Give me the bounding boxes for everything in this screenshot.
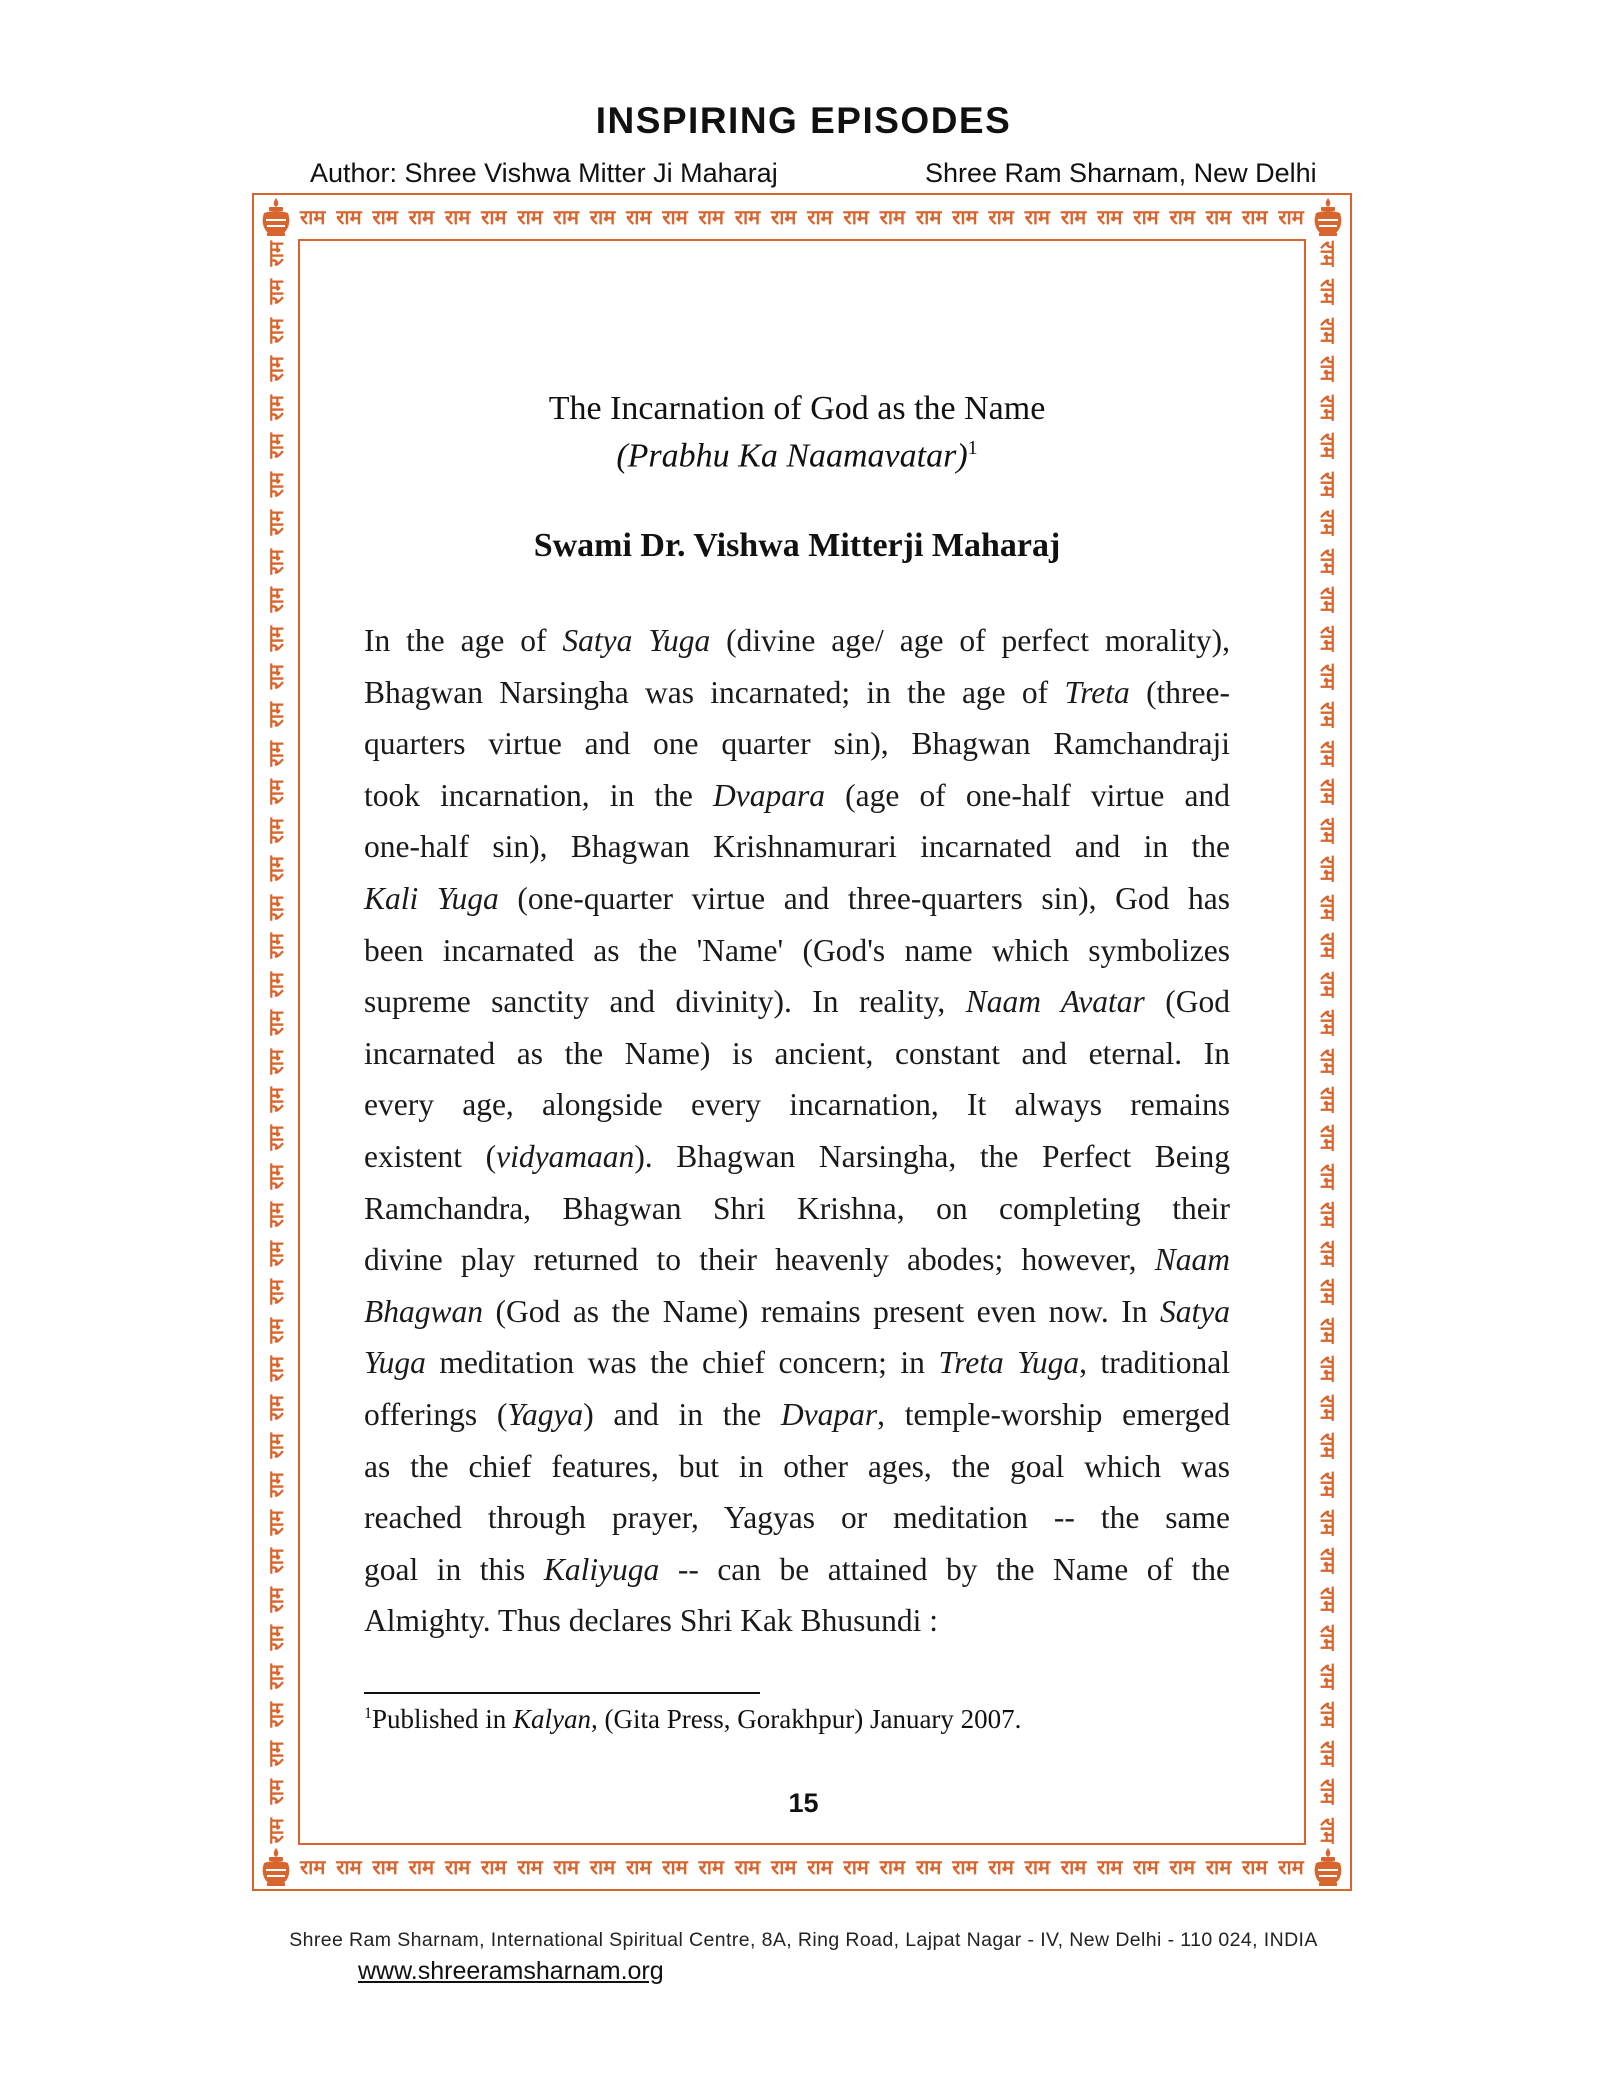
body-text-run: (God xyxy=(1144,984,1230,1020)
border-ram-word: राम xyxy=(1316,1625,1340,1651)
border-ram-word: राम xyxy=(264,1163,288,1190)
italic-term: Satya Yuga xyxy=(562,623,711,658)
border-ram-word: राम xyxy=(1316,279,1340,305)
body-line xyxy=(364,1183,1230,1235)
border-ram-word: राम xyxy=(626,1855,652,1879)
border-ram-word: राम xyxy=(1316,1279,1340,1305)
body-text-run: -- can be attained by the Name of the xyxy=(659,1551,1231,1587)
border-ram-word: राम xyxy=(1316,1317,1340,1344)
border-ram-word: राम xyxy=(264,894,288,921)
italic-term: Kali Yuga xyxy=(364,880,499,916)
border-bottom-ram-row xyxy=(300,1847,1304,1887)
footnote xyxy=(364,1704,1021,1735)
border-ram-word: राम xyxy=(1316,1471,1340,1497)
border-ram-word: राम xyxy=(1316,1163,1340,1190)
border-ram-word: राम xyxy=(264,510,288,536)
italic-term: Bhagwan xyxy=(364,1293,484,1329)
border-ram-word: राम xyxy=(481,205,507,229)
body-text-run: (age of one-half virtue and xyxy=(825,777,1230,813)
border-ram-word: राम xyxy=(1316,356,1340,382)
border-ram-word: राम xyxy=(807,205,833,229)
border-ram-word: राम xyxy=(1133,1855,1159,1879)
body-line xyxy=(364,976,1230,1028)
border-ram-word: राम xyxy=(481,1855,507,1879)
body-line xyxy=(364,615,1230,667)
footer-address: Shree Ram Sharnam, International Spiritual Centre, 8A, Ring Road, Lajpat Nagar - IV, New Delhi - 110 024, INDIA xyxy=(289,1929,1318,1951)
border-ram-word: राम xyxy=(1316,1048,1340,1074)
border-ram-word: राम xyxy=(1316,1779,1340,1805)
footnote-divider xyxy=(364,1692,760,1694)
body-text-run: goal in this xyxy=(364,1551,544,1587)
border-ram-word: राम xyxy=(300,205,326,229)
border-ram-word: राम xyxy=(264,1125,288,1151)
border-ram-word: राम xyxy=(1205,1855,1232,1879)
border-ram-word: राम xyxy=(264,587,288,613)
border-ram-word: राम xyxy=(915,1855,942,1879)
body-text-run: ). Bhagwan Narsingha, the Perfect Being xyxy=(634,1138,1231,1174)
border-ram-word: राम xyxy=(1316,625,1340,651)
border-ram-word: राम xyxy=(264,856,288,882)
border-ram-word: राम xyxy=(264,471,288,498)
border-ram-word: राम xyxy=(517,1855,543,1879)
border-ram-word: राम xyxy=(264,1586,288,1613)
kalash-icon xyxy=(1306,195,1350,239)
border-ram-word: राम xyxy=(264,1817,288,1843)
footer-website-link[interactable]: www.shreeramsharnam.org xyxy=(358,1957,664,1985)
border-ram-word: राम xyxy=(698,205,724,229)
body-text-run: (God as the Name) remains present even now. In xyxy=(483,1293,1161,1329)
border-ram-word: राम xyxy=(1316,548,1340,574)
border-ram-word: राम xyxy=(1316,971,1340,997)
border-ram-word: राम xyxy=(264,971,288,997)
border-ram-word: राम xyxy=(1316,394,1340,421)
body-text-run: offerings ( xyxy=(364,1396,508,1432)
border-ram-word: राम xyxy=(1316,1702,1340,1728)
border-ram-word: राम xyxy=(1278,1855,1304,1879)
border-ram-word: राम xyxy=(1316,933,1340,959)
italic-term: Treta xyxy=(1064,674,1130,710)
border-left-ram-column xyxy=(256,241,296,1843)
border-ram-word: राम xyxy=(1097,1855,1123,1879)
border-ram-word: राम xyxy=(264,279,288,305)
border-ram-word: राम xyxy=(1316,1817,1340,1843)
border-ram-word: राम xyxy=(952,205,978,229)
body-line xyxy=(364,1544,1230,1596)
border-ram-word: राम xyxy=(662,205,688,229)
body-text-run: as the chief features, but in other ages, the goal which was xyxy=(364,1448,1230,1484)
border-ram-word: राम xyxy=(264,241,288,267)
border-ram-word: राम xyxy=(771,205,797,229)
border-ram-word: राम xyxy=(264,433,288,459)
border-ram-word: राम xyxy=(264,663,288,690)
document-header-title: INSPIRING EPISODES xyxy=(595,100,1012,141)
border-ram-word: राम xyxy=(264,1279,288,1305)
border-ram-word: राम xyxy=(1316,817,1340,844)
border-ram-word: राम xyxy=(1316,317,1340,344)
body-text-run: reached through prayer, Yagyas or meditation -- the same xyxy=(364,1500,1230,1536)
border-ram-word: राम xyxy=(1316,1240,1340,1267)
border-ram-word: राम xyxy=(264,1317,288,1344)
body-line xyxy=(364,1079,1230,1131)
body-line xyxy=(364,1441,1230,1493)
border-ram-word: राम xyxy=(264,1625,288,1651)
border-ram-word: राम xyxy=(300,1855,326,1879)
border-ram-word: राम xyxy=(264,1048,288,1074)
italic-term: Yuga xyxy=(364,1345,426,1381)
italic-term: Naam xyxy=(1154,1242,1230,1278)
border-ram-word: राम xyxy=(1278,205,1304,229)
italic-term: Yagya xyxy=(507,1396,584,1432)
border-ram-word: राम xyxy=(408,1855,435,1879)
footnote-post: (Gita Press, Gorakhpur) January 2007. xyxy=(597,1704,1022,1734)
italic-term: Dvapara xyxy=(713,777,826,813)
border-ram-word: राम xyxy=(879,205,906,229)
border-ram-word: राम xyxy=(952,1855,978,1879)
border-ram-word: राम xyxy=(264,1202,288,1228)
border-ram-word: राम xyxy=(1316,241,1340,267)
body-text-run: In the age of xyxy=(364,623,563,658)
italic-term: Treta Yuga xyxy=(938,1345,1080,1381)
border-ram-word: राम xyxy=(264,1548,288,1574)
body-text-run: (three- xyxy=(1129,674,1230,710)
border-ram-word: राम xyxy=(444,205,471,229)
body-line xyxy=(364,1286,1230,1338)
border-ram-word: राम xyxy=(1169,205,1195,229)
border-ram-word: राम xyxy=(372,1855,398,1879)
border-ram-word: राम xyxy=(1316,1356,1340,1382)
border-ram-word: राम xyxy=(1316,779,1340,805)
body-text-run: one-half sin), Bhagwan Krishnamurari incarnated and in the xyxy=(364,829,1230,865)
border-ram-word: राम xyxy=(444,1855,471,1879)
border-ram-word: राम xyxy=(1169,1855,1195,1879)
footnote-marker: 1 xyxy=(967,437,978,459)
border-ram-word: राम xyxy=(264,1702,288,1728)
body-text-run: Ramchandra, Bhagwan Shri Krishna, on completing their xyxy=(364,1190,1230,1226)
border-ram-word: राम xyxy=(264,1086,288,1113)
border-ram-word: राम xyxy=(1133,205,1159,229)
body-line xyxy=(364,1028,1230,1080)
border-ram-word: राम xyxy=(264,1240,288,1267)
border-ram-word: राम xyxy=(1242,1855,1268,1879)
header-org-line: Shree Ram Sharnam, New Delhi xyxy=(925,158,1317,188)
border-ram-word: राम xyxy=(517,205,543,229)
italic-term: Dvapar xyxy=(780,1396,878,1432)
border-ram-word: राम xyxy=(734,205,761,229)
article-body xyxy=(364,615,1230,1647)
border-ram-word: राम xyxy=(264,317,288,344)
border-ram-word: राम xyxy=(1024,205,1051,229)
border-ram-word: राम xyxy=(1316,471,1340,498)
border-ram-word: राम xyxy=(264,625,288,651)
border-ram-word: राम xyxy=(264,1394,288,1420)
border-ram-word: राम xyxy=(1316,1010,1340,1036)
body-line xyxy=(364,1131,1230,1183)
body-text-run: divine play returned to their heavenly abodes; however, xyxy=(364,1242,1155,1278)
border-ram-word: राम xyxy=(1205,205,1232,229)
footnote-mark: 1 xyxy=(364,1705,372,1722)
border-ram-word: राम xyxy=(553,1855,579,1879)
body-text-run: (one-quarter virtue and three-quarters sin), God has xyxy=(498,880,1230,916)
article-subtitle xyxy=(364,437,1230,475)
border-ram-word: राम xyxy=(1316,510,1340,536)
body-text-run: meditation was the chief concern; in xyxy=(425,1345,939,1381)
body-text-run: , traditional xyxy=(1079,1345,1231,1381)
body-text-run: took incarnation, in the xyxy=(364,777,714,813)
body-line xyxy=(364,873,1230,925)
border-ram-word: राम xyxy=(264,1779,288,1805)
border-ram-word: राम xyxy=(1242,205,1268,229)
border-ram-word: राम xyxy=(1316,1433,1340,1459)
kalash-icon xyxy=(1306,1845,1350,1889)
border-ram-word: राम xyxy=(1316,1509,1340,1536)
article-author: Swami Dr. Vishwa Mitterji Maharaj xyxy=(533,527,1061,564)
border-right-ram-column xyxy=(1308,241,1348,1843)
border-ram-word: राम xyxy=(734,1855,761,1879)
border-ram-word: राम xyxy=(1316,740,1340,767)
border-ram-word: राम xyxy=(264,548,288,574)
border-ram-word: राम xyxy=(336,205,362,229)
body-line xyxy=(364,770,1230,822)
border-ram-word: राम xyxy=(372,205,398,229)
italic-term: Naam Avatar xyxy=(965,984,1145,1020)
kalash-icon xyxy=(254,1845,298,1889)
border-ram-word: राम xyxy=(264,1509,288,1536)
body-line xyxy=(364,821,1230,873)
border-ram-word: राम xyxy=(408,205,435,229)
border-ram-word: राम xyxy=(1316,1125,1340,1151)
body-text-run: (divine age/ age of perfect morality), xyxy=(710,623,1230,658)
border-ram-word: राम xyxy=(843,1855,869,1879)
body-text-run: existent ( xyxy=(364,1138,497,1174)
footnote-italic: Kalyan, xyxy=(513,1704,598,1734)
body-line xyxy=(364,925,1230,977)
border-ram-word: राम xyxy=(264,817,288,844)
border-ram-word: राम xyxy=(1316,433,1340,459)
border-ram-word: राम xyxy=(879,1855,906,1879)
border-ram-word: राम xyxy=(264,1740,288,1766)
article-title: The Incarnation of God as the Name xyxy=(548,390,1046,427)
border-ram-word: राम xyxy=(264,394,288,421)
body-line xyxy=(364,667,1230,719)
border-ram-word: राम xyxy=(1316,663,1340,690)
italic-term: Kaliyuga xyxy=(543,1551,660,1587)
italic-term: vidyamaan xyxy=(496,1138,635,1174)
body-line xyxy=(364,1389,1230,1441)
kalash-icon xyxy=(254,195,298,239)
border-ram-word: राम xyxy=(771,1855,797,1879)
border-ram-word: राम xyxy=(264,740,288,767)
border-ram-word: राम xyxy=(264,1010,288,1036)
border-ram-word: राम xyxy=(1316,1086,1340,1113)
body-line xyxy=(364,1492,1230,1544)
border-ram-word: राम xyxy=(264,702,288,728)
border-ram-word: राम xyxy=(1316,702,1340,728)
border-ram-word: राम xyxy=(1316,1548,1340,1574)
body-line xyxy=(364,1234,1230,1286)
border-ram-word: राम xyxy=(1316,1586,1340,1613)
page-number: 15 xyxy=(788,1788,819,1818)
border-ram-word: राम xyxy=(589,205,616,229)
header-author-line: Author: Shree Vishwa Mitter Ji Maharaj xyxy=(310,158,778,188)
border-ram-word: राम xyxy=(1060,205,1087,229)
body-line xyxy=(364,718,1230,770)
border-ram-word: राम xyxy=(988,205,1014,229)
body-text-run: incarnated as the Name) is ancient, constant and eternal. In xyxy=(364,1035,1230,1071)
footnote-pre: Published in xyxy=(372,1704,514,1734)
border-ram-word: राम xyxy=(264,1433,288,1459)
border-ram-word: राम xyxy=(662,1855,688,1879)
border-ram-word: राम xyxy=(264,933,288,959)
border-ram-word: राम xyxy=(626,205,652,229)
body-text-run: supreme sanctity and divinity). In reality, xyxy=(364,984,966,1020)
border-ram-word: राम xyxy=(843,205,869,229)
border-ram-word: राम xyxy=(1060,1855,1087,1879)
body-text-run: ) and in the xyxy=(583,1396,781,1432)
border-ram-word: राम xyxy=(1316,856,1340,882)
border-ram-word: राम xyxy=(553,205,579,229)
body-text-run: every age, alongside every incarnation, It always remains xyxy=(364,1087,1230,1123)
border-ram-word: राम xyxy=(1316,1202,1340,1228)
border-ram-word: राम xyxy=(1097,205,1123,229)
border-ram-word: राम xyxy=(698,1855,724,1879)
body-text-run: been incarnated as the 'Name' (God's name which symbolizes xyxy=(364,932,1230,968)
border-ram-word: राम xyxy=(264,356,288,382)
border-ram-word: राम xyxy=(1316,1394,1340,1420)
border-ram-word: राम xyxy=(807,1855,833,1879)
border-ram-word: राम xyxy=(1316,894,1340,921)
article-subtitle-text: (Prabhu Ka Naamavatar) xyxy=(616,437,968,475)
border-ram-word: राम xyxy=(264,1663,288,1690)
body-line xyxy=(364,1595,1230,1647)
border-ram-word: राम xyxy=(264,1471,288,1497)
italic-term: Satya xyxy=(1160,1293,1230,1329)
border-ram-word: राम xyxy=(1024,1855,1051,1879)
border-ram-word: राम xyxy=(336,1855,362,1879)
border-ram-word: राम xyxy=(915,205,942,229)
border-ram-word: राम xyxy=(1316,1663,1340,1690)
border-top-ram-row xyxy=(300,197,1304,237)
border-ram-word: राम xyxy=(264,1356,288,1382)
body-text-run: quarters virtue and one quarter sin), Bhagwan Ramchandraji xyxy=(364,726,1230,762)
border-ram-word: राम xyxy=(988,1855,1014,1879)
border-ram-word: राम xyxy=(1316,587,1340,613)
body-line xyxy=(364,1337,1230,1389)
body-text-run: , temple-worship emerged xyxy=(877,1396,1230,1432)
body-text-run: Almighty. Thus declares Shri Kak Bhusundi : xyxy=(364,1603,938,1639)
body-text-run: Bhagwan Narsingha was incarnated; in the age of xyxy=(364,674,1065,710)
border-ram-word: राम xyxy=(264,779,288,805)
border-ram-word: राम xyxy=(589,1855,616,1879)
border-ram-word: राम xyxy=(1316,1740,1340,1766)
